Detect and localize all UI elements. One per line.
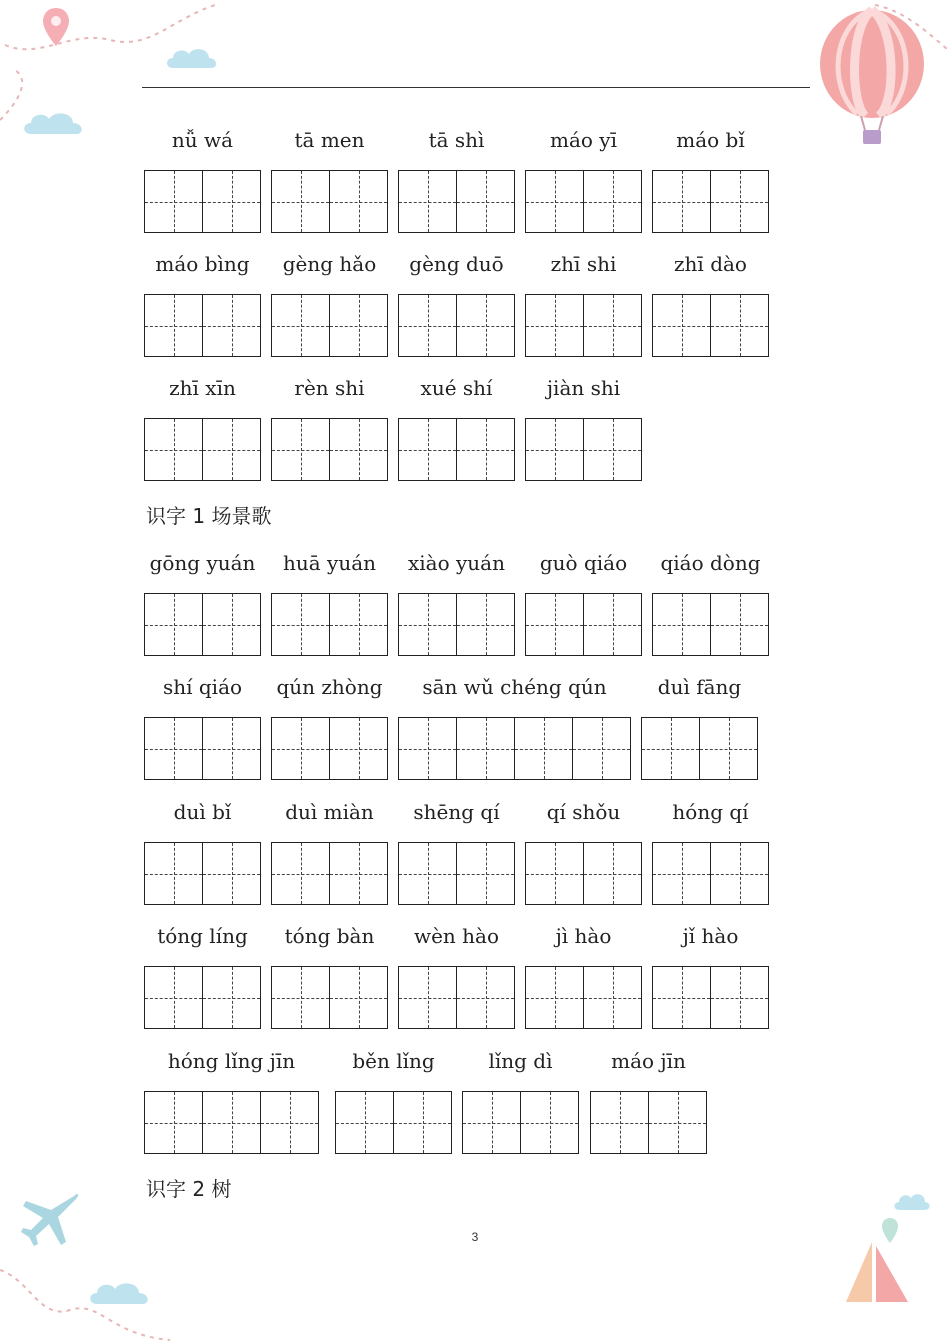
pinyin-label: běn lǐng (352, 1049, 435, 1073)
tian-zi-ge-cell[interactable] (203, 717, 261, 780)
pinyin-label: gōng yuán (149, 551, 256, 575)
pinyin-word (525, 128, 642, 233)
cloud-icon (165, 44, 219, 70)
pinyin-label: shí qiáo (162, 675, 243, 699)
pinyin-word (335, 1049, 452, 1154)
pinyin-word (144, 551, 261, 656)
character-boxes (398, 294, 515, 357)
cloud-icon (893, 1190, 931, 1212)
character-boxes (525, 966, 642, 1029)
character-boxes (335, 1091, 452, 1154)
tian-zi-ge-cell[interactable] (398, 418, 457, 481)
page-number: 3 (471, 1230, 479, 1244)
tian-zi-ge-cell[interactable] (203, 966, 261, 1029)
tian-zi-ge-cell[interactable] (330, 170, 388, 233)
pinyin-word (271, 252, 388, 357)
pinyin-label: tóng líng (157, 924, 248, 948)
tian-zi-ge-cell[interactable] (398, 842, 457, 905)
tian-zi-ge-cell[interactable] (203, 593, 261, 656)
pinyin-label: duì miàn (285, 800, 374, 824)
character-boxes (525, 418, 642, 481)
tian-zi-ge-cell[interactable] (573, 717, 631, 780)
pinyin-label: lǐng dì (488, 1049, 553, 1073)
pinyin-word (271, 924, 388, 1029)
pinyin-label: duì fāng (657, 675, 742, 699)
pinyin-label: hóng lǐng jīn (167, 1049, 296, 1073)
tian-zi-ge-cell[interactable] (398, 717, 457, 780)
pinyin-word (271, 800, 388, 905)
tian-zi-ge-cell[interactable] (521, 1091, 579, 1154)
character-boxes (652, 842, 769, 905)
pinyin-word (271, 376, 388, 481)
character-boxes (271, 418, 388, 481)
tian-zi-ge-cell[interactable] (584, 593, 642, 656)
character-boxes (271, 170, 388, 233)
sailboat-icon (842, 1240, 912, 1306)
pinyin-word (652, 128, 769, 233)
tian-zi-ge-cell[interactable] (398, 294, 457, 357)
cloud-icon (22, 108, 86, 136)
tian-zi-ge-cell[interactable] (525, 966, 584, 1029)
pinyin-word (525, 252, 642, 357)
pinyin-word (271, 675, 388, 780)
tian-zi-ge-cell[interactable] (398, 966, 457, 1029)
pinyin-label: máo jīn (611, 1049, 686, 1073)
tian-zi-ge-cell[interactable] (457, 593, 515, 656)
pinyin-word (652, 800, 769, 905)
tian-zi-ge-cell[interactable] (525, 418, 584, 481)
character-boxes (271, 717, 388, 780)
tian-zi-ge-cell[interactable] (525, 170, 584, 233)
tian-zi-ge-cell[interactable] (144, 1091, 203, 1154)
dotted-path-decoration (870, 0, 950, 60)
tian-zi-ge-cell[interactable] (457, 966, 515, 1029)
pinyin-label: gèng duō (409, 252, 504, 276)
pinyin-word (144, 675, 261, 780)
tian-zi-ge-cell[interactable] (711, 294, 769, 357)
character-boxes (525, 593, 642, 656)
pinyin-label: wèn hào (413, 924, 500, 948)
tian-zi-ge-cell[interactable] (203, 418, 261, 481)
pinyin-word (144, 924, 261, 1029)
tian-zi-ge-cell[interactable] (711, 966, 769, 1029)
pinyin-word (144, 1049, 319, 1154)
pinyin-label: máo yī (550, 128, 617, 152)
section-title-1: 识字 1 场景歌 (146, 504, 272, 528)
character-boxes (652, 966, 769, 1029)
tian-zi-ge-cell[interactable] (271, 966, 330, 1029)
pinyin-label: duì bǐ (173, 800, 232, 824)
pinyin-word (144, 128, 261, 233)
character-boxes (525, 294, 642, 357)
character-boxes (641, 717, 758, 780)
character-boxes (398, 418, 515, 481)
pinyin-word (398, 128, 515, 233)
pinyin-word (462, 1049, 579, 1154)
pinyin-word (652, 924, 769, 1029)
character-boxes (398, 170, 515, 233)
character-boxes (398, 966, 515, 1029)
tian-zi-ge-cell[interactable] (584, 418, 642, 481)
pinyin-label: zhī dào (674, 252, 747, 276)
tian-zi-ge-cell[interactable] (590, 1091, 649, 1154)
character-boxes (144, 1091, 319, 1154)
pinyin-label: zhī xīn (169, 376, 236, 400)
character-boxes (652, 170, 769, 233)
pinyin-word (652, 551, 769, 656)
tian-zi-ge-cell[interactable] (652, 966, 711, 1029)
pinyin-word (398, 675, 631, 780)
pinyin-label: jì hào (555, 924, 612, 948)
pinyin-word (590, 1049, 707, 1154)
tian-zi-ge-cell[interactable] (584, 966, 642, 1029)
character-boxes (271, 294, 388, 357)
tian-zi-ge-cell[interactable] (335, 1091, 394, 1154)
tian-zi-ge-cell[interactable] (525, 593, 584, 656)
pinyin-label: xiào yuán (408, 551, 505, 575)
pinyin-label: tóng bàn (284, 924, 375, 948)
tian-zi-ge-cell[interactable] (652, 294, 711, 357)
tian-zi-ge-cell[interactable] (330, 593, 388, 656)
tian-zi-ge-cell[interactable] (649, 1091, 707, 1154)
character-boxes (144, 593, 261, 656)
tian-zi-ge-cell[interactable] (271, 418, 330, 481)
tian-zi-ge-cell[interactable] (457, 418, 515, 481)
character-boxes (398, 842, 515, 905)
tian-zi-ge-cell[interactable] (584, 170, 642, 233)
tian-zi-ge-cell[interactable] (457, 717, 515, 780)
pinyin-label: nǚ wá (171, 128, 234, 152)
pinyin-label: qí shǒu (546, 800, 621, 824)
pinyin-label: hóng qí (672, 800, 749, 824)
tian-zi-ge-cell[interactable] (330, 842, 388, 905)
tian-zi-ge-cell[interactable] (144, 966, 203, 1029)
character-boxes (525, 170, 642, 233)
pinyin-word (271, 551, 388, 656)
tian-zi-ge-cell[interactable] (641, 717, 700, 780)
character-boxes (590, 1091, 707, 1154)
character-boxes (271, 966, 388, 1029)
tian-zi-ge-cell[interactable] (203, 842, 261, 905)
pinyin-label: zhī shi (550, 252, 617, 276)
pinyin-word (525, 800, 642, 905)
pinyin-word (398, 800, 515, 905)
tian-zi-ge-cell[interactable] (271, 593, 330, 656)
character-boxes (144, 842, 261, 905)
pinyin-word (525, 924, 642, 1029)
tian-zi-ge-cell[interactable] (394, 1091, 452, 1154)
pinyin-word (398, 551, 515, 656)
tian-zi-ge-cell[interactable] (398, 170, 457, 233)
tian-zi-ge-cell[interactable] (711, 593, 769, 656)
tian-zi-ge-cell[interactable] (271, 842, 330, 905)
pinyin-word (398, 924, 515, 1029)
pinyin-word (652, 252, 769, 357)
character-boxes (144, 294, 261, 357)
tian-zi-ge-cell[interactable] (457, 294, 515, 357)
tian-zi-ge-cell[interactable] (711, 170, 769, 233)
tian-zi-ge-cell[interactable] (144, 717, 203, 780)
tian-zi-ge-cell[interactable] (271, 717, 330, 780)
tian-zi-ge-cell[interactable] (584, 842, 642, 905)
tian-zi-ge-cell[interactable] (515, 717, 573, 780)
pinyin-word (144, 800, 261, 905)
pinyin-label: xué shí (420, 376, 493, 400)
pinyin-word (641, 675, 758, 780)
pinyin-word (144, 252, 261, 357)
pinyin-label: qiáo dòng (660, 551, 761, 575)
tian-zi-ge-cell[interactable] (271, 294, 330, 357)
tian-zi-ge-cell[interactable] (144, 418, 203, 481)
character-boxes (144, 966, 261, 1029)
pinyin-label: gèng hǎo (282, 252, 377, 276)
tian-zi-ge-cell[interactable] (457, 170, 515, 233)
character-boxes (652, 294, 769, 357)
pinyin-label: tā men (294, 128, 365, 152)
pinyin-word (144, 376, 261, 481)
pinyin-label: huā yuán (282, 551, 377, 575)
tian-zi-ge-cell[interactable] (144, 170, 203, 233)
pinyin-label: máo bǐ (676, 128, 745, 152)
pinyin-word (525, 551, 642, 656)
character-boxes (462, 1091, 579, 1154)
pinyin-label: rèn shi (294, 376, 365, 400)
tian-zi-ge-cell[interactable] (144, 593, 203, 656)
tian-zi-ge-cell[interactable] (144, 294, 203, 357)
dotted-path-decoration (0, 1250, 180, 1344)
pinyin-word (398, 252, 515, 357)
tian-zi-ge-cell[interactable] (652, 170, 711, 233)
character-boxes (144, 717, 261, 780)
tian-zi-ge-cell[interactable] (203, 170, 261, 233)
pinyin-label: qún zhòng (276, 675, 383, 699)
tian-zi-ge-cell[interactable] (330, 418, 388, 481)
tian-zi-ge-cell[interactable] (330, 717, 388, 780)
section-title-2: 识字 2 树 (146, 1177, 232, 1201)
character-boxes (652, 593, 769, 656)
pinyin-label: guò qiáo (539, 551, 628, 575)
character-boxes (144, 418, 261, 481)
pinyin-label: sān wǔ chéng qún (422, 675, 607, 699)
pinyin-label: jǐ hào (682, 924, 739, 948)
pinyin-word (525, 376, 642, 481)
tian-zi-ge-cell[interactable] (652, 842, 711, 905)
pinyin-label: jiàn shi (546, 376, 621, 400)
tian-zi-ge-cell[interactable] (330, 966, 388, 1029)
character-boxes (398, 593, 515, 656)
tian-zi-ge-cell[interactable] (584, 294, 642, 357)
pinyin-word (271, 128, 388, 233)
pinyin-label: shēng qí (413, 800, 500, 824)
character-boxes (271, 842, 388, 905)
tian-zi-ge-cell[interactable] (271, 170, 330, 233)
pinyin-word (398, 376, 515, 481)
tian-zi-ge-cell[interactable] (144, 842, 203, 905)
character-boxes (271, 593, 388, 656)
pinyin-label: tā shì (428, 128, 485, 152)
tian-zi-ge-cell[interactable] (203, 1091, 261, 1154)
tian-zi-ge-cell[interactable] (700, 717, 758, 780)
header-rule (142, 87, 810, 88)
tian-zi-ge-cell[interactable] (330, 294, 388, 357)
pinyin-label: máo bìng (155, 252, 250, 276)
tian-zi-ge-cell[interactable] (457, 842, 515, 905)
tian-zi-ge-cell[interactable] (652, 593, 711, 656)
tian-zi-ge-cell[interactable] (462, 1091, 521, 1154)
character-boxes (398, 717, 631, 780)
tian-zi-ge-cell[interactable] (398, 593, 457, 656)
character-boxes (525, 842, 642, 905)
tian-zi-ge-cell[interactable] (203, 294, 261, 357)
tian-zi-ge-cell[interactable] (711, 842, 769, 905)
character-boxes (144, 170, 261, 233)
tian-zi-ge-cell[interactable] (525, 842, 584, 905)
tian-zi-ge-cell[interactable] (261, 1091, 319, 1154)
tian-zi-ge-cell[interactable] (525, 294, 584, 357)
